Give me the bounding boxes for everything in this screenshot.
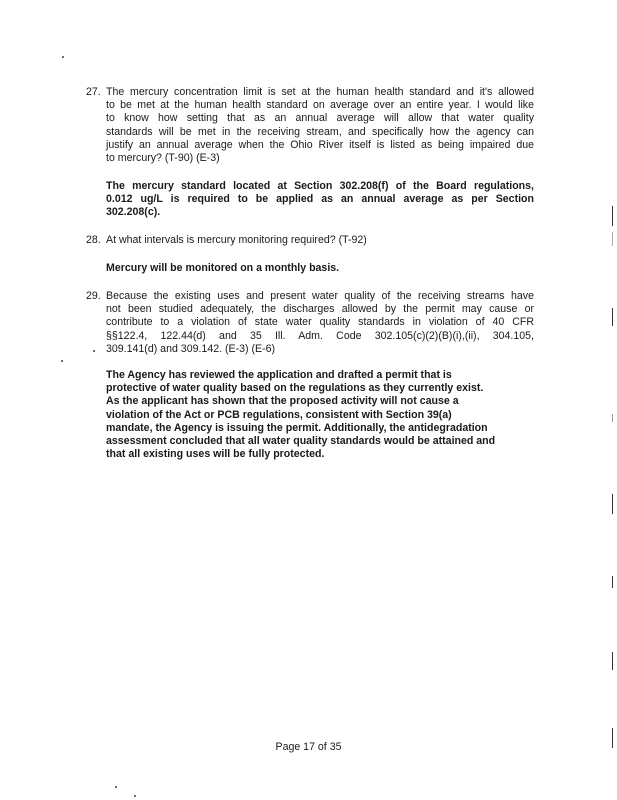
answer-text [106,180,534,220]
answer-line: 0.012 ug/L is required to be applied as an annual average as per Section [106,193,534,206]
question-line: justify an annual average when the Ohio River itself is listed as being impaired due [106,138,534,151]
scan-margin-mark [612,494,613,514]
answer-line: The Agency has reviewed the application and drafted a permit that is [106,369,452,381]
question-line: 309.141(d) and 309.142. (E-3) (E-6) [106,342,276,355]
scan-speck [93,350,95,352]
answer-line: The mercury standard located at Section 302.208(f) of the Board regulations, [106,180,534,192]
answer-text [106,369,534,461]
question-line: to mercury? (T-90) (E-3) [106,152,220,165]
item-number: 28. [86,234,101,246]
answer-line: that all existing uses will be fully protected. [106,448,325,461]
question-line: The mercury concentration limit is set at the human health standard and it's allowed [106,86,534,98]
scan-margin-mark [612,206,613,226]
question-text [106,290,534,356]
answer-line: protective of water quality based on the regulations as they currently exist. [106,382,484,395]
page-number-footer: Page 17 of 35 [275,741,342,753]
item-number: 29. [86,290,101,302]
item-number: 27. [86,86,101,98]
scan-margin-mark [612,728,613,748]
answer-line: violation of the Act or PCB regulations, consistent with Section 39(a) [106,408,452,421]
scan-margin-mark [612,652,613,670]
answer-line: As the applicant has shown that the proposed activity will not cause a [106,395,459,408]
answer-line: mandate, the Agency is issuing the permit. Additionally, the antidegradation [106,421,488,434]
question-line: §§122.4, 122.44(d) and 35 Ill. Adm. Code 302.105(c)(2)(B)(i),(ii), 304.105, [106,329,534,342]
question-text [106,234,534,247]
scan-margin-mark [612,576,613,588]
question-line: Because the existing uses and present water quality of the receiving streams have [106,290,534,302]
question-line: contribute to a violation of state water quality standards in violation of 40 CFR [106,316,534,329]
answer-line: 302.208(c). [106,206,161,219]
question-line: At what intervals is mercury monitoring required? (T-92) [106,234,367,246]
scan-margin-mark [612,308,613,326]
question-text [106,86,534,165]
answer-line: Mercury will be monitored on a monthly basis. [106,262,340,274]
scan-speck [62,56,64,58]
scan-speck [134,795,136,797]
answer-line: assessment concluded that all water quality standards would be attained and [106,435,496,448]
scan-margin-mark [612,232,613,246]
scan-speck [115,786,117,788]
question-line: to be met at the human health standard on average over an entire year. I would like [106,99,534,112]
question-line: standards will be met in the receiving stream, and specifically how the agency can [106,125,534,138]
question-line: not been studied adequately, the discharges allowed by the permit may cause or [106,303,534,316]
scan-margin-mark [612,414,613,422]
question-line: to know how setting that as an annual average will allow that water quality [106,112,534,125]
scan-speck [61,360,63,362]
answer-text [106,262,534,275]
